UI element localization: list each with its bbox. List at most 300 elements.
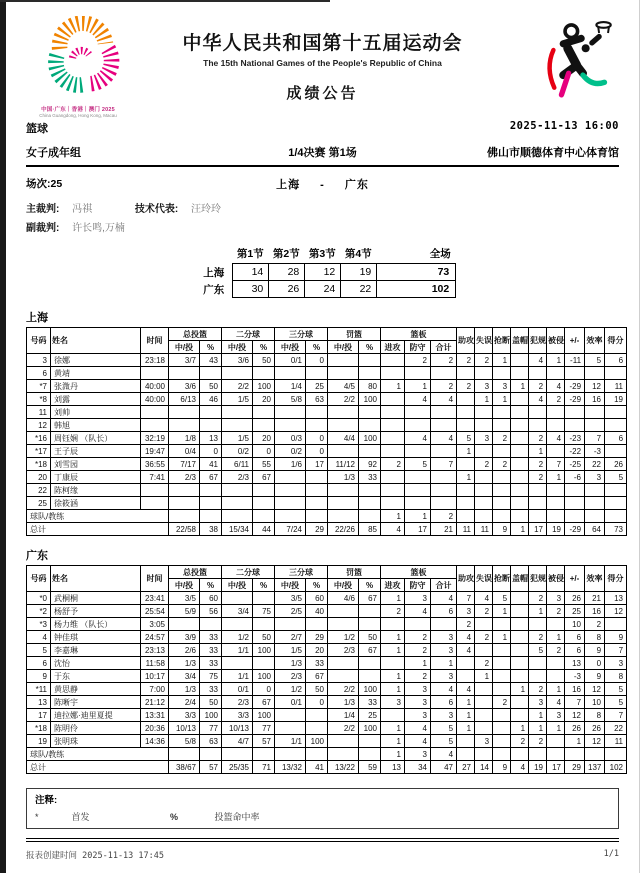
stat-cell: 0/1 bbox=[222, 683, 253, 696]
report-created: 报表创建时间 2025-11-13 17:45 bbox=[26, 851, 164, 861]
stat-cell: 33 bbox=[359, 696, 381, 709]
table-row bbox=[27, 367, 627, 380]
stat-cell bbox=[328, 618, 359, 631]
stat-cell bbox=[306, 497, 328, 510]
officials-line-2 bbox=[26, 219, 619, 238]
stat-cell bbox=[493, 419, 511, 432]
stat-cell bbox=[511, 432, 529, 445]
stat-cell: 46 bbox=[200, 393, 222, 406]
stat-cell: 21 bbox=[431, 523, 457, 536]
stat-cell bbox=[475, 510, 493, 523]
total-score-cell: 73 bbox=[377, 264, 456, 281]
stat-cell: 1 bbox=[405, 380, 431, 393]
stat-cell: 55 bbox=[253, 458, 275, 471]
stat-cell bbox=[253, 497, 275, 510]
stat-cell: -29 bbox=[565, 380, 585, 393]
stat-cell: 13 bbox=[381, 761, 405, 774]
stat-cell: 12 bbox=[585, 683, 605, 696]
stat-cell bbox=[457, 458, 475, 471]
stat-cell: 1 bbox=[381, 722, 405, 735]
stat-cell: 0/2 bbox=[222, 445, 253, 458]
stat-cell: 2 bbox=[475, 458, 493, 471]
stat-cell: 6/13 bbox=[169, 393, 200, 406]
col-pct: % bbox=[253, 341, 275, 354]
stat-cell: 36:55 bbox=[141, 458, 169, 471]
home-team: 上海 bbox=[276, 179, 301, 191]
stat-cell: 9 bbox=[605, 631, 627, 644]
stat-cell: 1 bbox=[381, 644, 405, 657]
stat-cell: 1 bbox=[511, 523, 529, 536]
stat-cell: 6 bbox=[565, 644, 585, 657]
stat-cell bbox=[381, 657, 405, 670]
table-row bbox=[27, 523, 627, 536]
stat-cell: 2 bbox=[475, 605, 493, 618]
national-games-emblem-icon bbox=[32, 16, 124, 102]
stat-cell bbox=[222, 419, 253, 432]
stat-cell bbox=[605, 510, 627, 523]
table-row bbox=[27, 696, 627, 709]
stat-cell: *18 bbox=[27, 458, 51, 471]
stat-cell bbox=[585, 406, 605, 419]
stat-cell: 1 bbox=[457, 722, 475, 735]
stat-cell bbox=[511, 657, 529, 670]
stat-cell bbox=[222, 657, 253, 670]
stat-cell: 5 bbox=[27, 644, 51, 657]
stat-cell bbox=[141, 497, 169, 510]
stat-cell: 2/4 bbox=[169, 696, 200, 709]
stat-cell: 2/3 bbox=[222, 471, 253, 484]
stat-cell bbox=[431, 618, 457, 631]
stat-cell bbox=[169, 367, 200, 380]
stat-cell: *11 bbox=[27, 683, 51, 696]
officials-line-1 bbox=[26, 200, 619, 219]
stat-cell: 100 bbox=[253, 644, 275, 657]
stat-cell: 20 bbox=[27, 471, 51, 484]
stat-cell: 7 bbox=[431, 458, 457, 471]
stat-cell: 1 bbox=[431, 657, 457, 670]
stat-cell bbox=[328, 748, 359, 761]
shanghai-summary-rows bbox=[27, 510, 627, 536]
stat-cell bbox=[328, 367, 359, 380]
stat-cell bbox=[457, 510, 475, 523]
stat-cell: 25/35 bbox=[222, 761, 253, 774]
stat-cell: 1 bbox=[493, 631, 511, 644]
stat-cell: 41 bbox=[200, 458, 222, 471]
stat-cell: 17 bbox=[405, 523, 431, 536]
col-dreb: 防守 bbox=[405, 579, 431, 592]
stat-cell bbox=[222, 748, 253, 761]
stat-cell bbox=[511, 497, 529, 510]
stat-cell: 100 bbox=[200, 709, 222, 722]
stat-cell: 2 bbox=[529, 458, 547, 471]
stat-cell bbox=[381, 367, 405, 380]
stat-cell: 60 bbox=[306, 592, 328, 605]
scan-edge-top bbox=[0, 0, 330, 2]
stat-cell: 刘露 bbox=[51, 393, 141, 406]
stat-cell: 1 bbox=[547, 354, 565, 367]
col-ft: 罚篮 bbox=[328, 328, 381, 341]
stat-cell: 4 bbox=[547, 696, 565, 709]
stat-cell: 23:18 bbox=[141, 354, 169, 367]
stat-cell: 5 bbox=[457, 432, 475, 445]
stat-cell: 1/2 bbox=[222, 631, 253, 644]
stat-cell: 20 bbox=[306, 644, 328, 657]
stat-cell: 5 bbox=[605, 471, 627, 484]
stat-cell bbox=[275, 419, 306, 432]
score-cell: 12 bbox=[305, 264, 341, 281]
umpires-label: 副裁判: bbox=[26, 223, 60, 234]
quarter-header-row bbox=[189, 246, 456, 264]
stat-cell: 球队/教练 bbox=[27, 748, 169, 761]
stat-cell: 63 bbox=[200, 735, 222, 748]
q2-header: 第2节 bbox=[272, 248, 300, 260]
group-label: 女子成年组 bbox=[26, 147, 81, 159]
stat-cell bbox=[457, 670, 475, 683]
col-fg: 总投篮 bbox=[169, 566, 222, 579]
stat-cell: 2/2 bbox=[328, 683, 359, 696]
stat-cell: 50 bbox=[253, 631, 275, 644]
stat-cell: 100 bbox=[359, 683, 381, 696]
stat-cell bbox=[141, 367, 169, 380]
stat-cell: 4 bbox=[457, 644, 475, 657]
stat-cell bbox=[306, 618, 328, 631]
quarter-score-table bbox=[189, 246, 457, 298]
score-cell: 22 bbox=[341, 281, 377, 298]
stat-cell: 1 bbox=[381, 670, 405, 683]
stat-cell: 2 bbox=[457, 380, 475, 393]
stat-cell: 4 bbox=[431, 393, 457, 406]
stat-cell bbox=[222, 510, 253, 523]
table-row bbox=[27, 618, 627, 631]
stat-cell bbox=[547, 406, 565, 419]
stat-cell bbox=[605, 748, 627, 761]
table-row bbox=[27, 484, 627, 497]
stat-cell bbox=[359, 419, 381, 432]
col-pct: % bbox=[306, 579, 328, 592]
stat-cell: 2 bbox=[529, 380, 547, 393]
stat-cell: 0/1 bbox=[275, 354, 306, 367]
score-cell: 19 bbox=[341, 264, 377, 281]
stat-cell: 1 bbox=[405, 510, 431, 523]
stat-cell bbox=[306, 367, 328, 380]
stat-cell bbox=[275, 748, 306, 761]
stat-cell: *8 bbox=[27, 393, 51, 406]
stat-cell: 25 bbox=[306, 380, 328, 393]
stat-cell: 6 bbox=[431, 605, 457, 618]
stat-cell: 4 bbox=[475, 592, 493, 605]
stat-cell: 2 bbox=[431, 380, 457, 393]
stat-cell: 29 bbox=[306, 523, 328, 536]
stat-cell: 4 bbox=[457, 683, 475, 696]
stat-cell: -29 bbox=[565, 393, 585, 406]
col-pts: 得分 bbox=[605, 566, 627, 592]
notes-label: 注释: bbox=[35, 795, 58, 806]
stat-cell bbox=[169, 618, 200, 631]
stat-cell: 1 bbox=[475, 393, 493, 406]
stat-cell bbox=[493, 644, 511, 657]
starter-symbol: * bbox=[35, 812, 39, 822]
stat-cell: 武桐桐 bbox=[51, 592, 141, 605]
stat-cell: 21 bbox=[585, 592, 605, 605]
stat-cell: 4/4 bbox=[328, 432, 359, 445]
stat-cell: 9 bbox=[27, 670, 51, 683]
stat-cell: 13/22 bbox=[328, 761, 359, 774]
stat-cell bbox=[457, 497, 475, 510]
stat-cell bbox=[565, 419, 585, 432]
footer-divider bbox=[26, 838, 619, 842]
stat-cell bbox=[493, 683, 511, 696]
stat-cell bbox=[565, 484, 585, 497]
stat-cell: 3/3 bbox=[222, 709, 253, 722]
stat-cell bbox=[457, 657, 475, 670]
stat-cell: 27 bbox=[457, 761, 475, 774]
stat-cell: 102 bbox=[605, 761, 627, 774]
stat-cell: 2/3 bbox=[275, 670, 306, 683]
stat-cell bbox=[565, 367, 585, 380]
stat-cell: 56 bbox=[200, 605, 222, 618]
stat-cell bbox=[328, 657, 359, 670]
stat-cell: 47 bbox=[431, 761, 457, 774]
stat-cell: 23:13 bbox=[141, 644, 169, 657]
stat-cell: 77 bbox=[200, 722, 222, 735]
stat-cell: 25:54 bbox=[141, 605, 169, 618]
stat-cell bbox=[359, 605, 381, 618]
stat-cell: 7:41 bbox=[141, 471, 169, 484]
stat-cell: 0 bbox=[306, 432, 328, 445]
stat-cell: 1/2 bbox=[328, 631, 359, 644]
stat-cell: 4/5 bbox=[328, 380, 359, 393]
stat-cell bbox=[547, 367, 565, 380]
stat-cell: 33 bbox=[306, 657, 328, 670]
stat-cell: 23:41 bbox=[141, 592, 169, 605]
stat-cell: 黄思静 bbox=[51, 683, 141, 696]
stat-cell: 3 bbox=[405, 592, 431, 605]
col-fd: 被侵 bbox=[547, 566, 565, 592]
col-eff: 效率 bbox=[585, 566, 605, 592]
stat-cell: 13 bbox=[27, 696, 51, 709]
stat-cell bbox=[511, 484, 529, 497]
stat-cell: 张溦丹 bbox=[51, 380, 141, 393]
stat-cell: 4 bbox=[27, 631, 51, 644]
stat-cell bbox=[475, 709, 493, 722]
stat-cell bbox=[222, 367, 253, 380]
stat-cell bbox=[457, 484, 475, 497]
notes-box bbox=[26, 788, 619, 829]
stat-cell: 13 bbox=[565, 657, 585, 670]
stat-cell bbox=[475, 484, 493, 497]
stat-cell bbox=[529, 484, 547, 497]
stat-cell: 4 bbox=[529, 393, 547, 406]
stat-cell bbox=[475, 683, 493, 696]
stat-cell bbox=[511, 592, 529, 605]
stat-cell: 4/7 bbox=[222, 735, 253, 748]
stat-cell: 10 bbox=[565, 618, 585, 631]
stat-cell bbox=[359, 354, 381, 367]
stat-cell: 75 bbox=[200, 670, 222, 683]
stat-cell bbox=[306, 748, 328, 761]
stat-cell: 1/5 bbox=[222, 432, 253, 445]
col-stl: 抢断 bbox=[493, 328, 511, 354]
col-ast: 助攻 bbox=[457, 328, 475, 354]
stat-cell: 刘帅 bbox=[51, 406, 141, 419]
table-row bbox=[27, 419, 627, 432]
stat-cell: 67 bbox=[253, 471, 275, 484]
table-row bbox=[27, 761, 627, 774]
stat-cell: -29 bbox=[565, 523, 585, 536]
table-row bbox=[27, 735, 627, 748]
stat-cell bbox=[169, 484, 200, 497]
col-made-att: 中/投 bbox=[328, 341, 359, 354]
stat-cell: 5 bbox=[405, 458, 431, 471]
stat-cell bbox=[475, 471, 493, 484]
stat-cell bbox=[605, 406, 627, 419]
sport-label: 篮球 bbox=[26, 123, 48, 135]
stat-cell: 5 bbox=[431, 735, 457, 748]
stat-cell: 7 bbox=[585, 432, 605, 445]
stat-cell bbox=[405, 406, 431, 419]
col-blk: 盖帽 bbox=[511, 566, 529, 592]
stat-cell bbox=[405, 484, 431, 497]
stat-cell: 4 bbox=[431, 683, 457, 696]
stat-cell: 2/3 bbox=[222, 696, 253, 709]
stat-cell: 7/17 bbox=[169, 458, 200, 471]
stat-cell bbox=[169, 419, 200, 432]
stat-cell: 1 bbox=[381, 748, 405, 761]
stat-cell: 2/3 bbox=[169, 471, 200, 484]
stat-cell: 1 bbox=[547, 471, 565, 484]
stat-cell: 16 bbox=[585, 393, 605, 406]
stat-cell: 5 bbox=[605, 683, 627, 696]
stat-cell bbox=[493, 406, 511, 419]
stat-cell bbox=[169, 406, 200, 419]
stat-cell: 2 bbox=[529, 631, 547, 644]
stat-cell: 1/5 bbox=[275, 644, 306, 657]
stat-cell bbox=[169, 748, 200, 761]
stat-cell bbox=[200, 497, 222, 510]
stat-cell: 92 bbox=[359, 458, 381, 471]
stat-cell: 7:00 bbox=[141, 683, 169, 696]
stat-cell: 杨力维 （队长） bbox=[51, 618, 141, 631]
stat-cell: 59 bbox=[359, 761, 381, 774]
scan-edge bbox=[0, 0, 6, 873]
match-row bbox=[26, 176, 619, 192]
stat-cell bbox=[222, 484, 253, 497]
stat-cell bbox=[381, 618, 405, 631]
col-treb: 合计 bbox=[431, 579, 457, 592]
col-fg: 总投篮 bbox=[169, 328, 222, 341]
stat-cell bbox=[431, 471, 457, 484]
stat-cell: 29 bbox=[306, 631, 328, 644]
stat-cell: 33 bbox=[200, 631, 222, 644]
stat-cell bbox=[381, 709, 405, 722]
stat-cell bbox=[475, 367, 493, 380]
stat-cell bbox=[493, 748, 511, 761]
stat-cell: 沈怡 bbox=[51, 657, 141, 670]
stat-cell: 100 bbox=[359, 722, 381, 735]
stat-cell: 19 bbox=[529, 761, 547, 774]
matchup bbox=[217, 176, 427, 192]
stat-cell: 12 bbox=[27, 419, 51, 432]
stat-cell bbox=[275, 406, 306, 419]
stat-cell: 67 bbox=[359, 644, 381, 657]
stat-cell: 1/1 bbox=[275, 735, 306, 748]
stat-cell: 40 bbox=[306, 605, 328, 618]
stat-cell bbox=[359, 445, 381, 458]
stat-cell: 4/6 bbox=[328, 592, 359, 605]
col-made-att: 中/投 bbox=[275, 579, 306, 592]
stat-cell bbox=[328, 419, 359, 432]
stat-cell bbox=[547, 484, 565, 497]
stat-cell: 3/9 bbox=[169, 631, 200, 644]
stat-cell: 钟佳琪 bbox=[51, 631, 141, 644]
stat-cell: 11 bbox=[457, 523, 475, 536]
stat-cell bbox=[475, 696, 493, 709]
stats-table-header bbox=[27, 328, 627, 354]
stat-cell bbox=[381, 471, 405, 484]
tech-rep-label: 技术代表: bbox=[134, 204, 179, 215]
stat-cell: 徐娜 bbox=[51, 354, 141, 367]
col-time: 时间 bbox=[141, 328, 169, 354]
stat-cell: 17 bbox=[306, 458, 328, 471]
table-row bbox=[27, 471, 627, 484]
table-row bbox=[27, 592, 627, 605]
stat-cell: 3 bbox=[431, 709, 457, 722]
stat-cell: 19 bbox=[27, 735, 51, 748]
stat-cell: 总计 bbox=[27, 761, 169, 774]
page-number: 1/1 bbox=[603, 849, 619, 859]
stat-cell bbox=[529, 419, 547, 432]
stat-cell: 2/2 bbox=[328, 722, 359, 735]
stat-cell: 6/11 bbox=[222, 458, 253, 471]
stat-cell: *2 bbox=[27, 605, 51, 618]
stat-cell: 3/6 bbox=[222, 354, 253, 367]
stat-cell: 50 bbox=[200, 380, 222, 393]
stat-cell: 21:12 bbox=[141, 696, 169, 709]
stat-cell bbox=[359, 367, 381, 380]
stat-cell: 5 bbox=[585, 354, 605, 367]
stat-cell bbox=[511, 644, 529, 657]
stat-cell: 2 bbox=[493, 696, 511, 709]
stat-cell: 1 bbox=[547, 722, 565, 735]
stat-cell: 1 bbox=[565, 735, 585, 748]
score-cell: 30 bbox=[233, 281, 269, 298]
stat-cell: 10 bbox=[585, 696, 605, 709]
stat-cell: 20:36 bbox=[141, 722, 169, 735]
stat-cell: 2 bbox=[529, 592, 547, 605]
home-team-name: 上海 bbox=[203, 266, 225, 279]
pct-symbol: % bbox=[170, 812, 179, 822]
stat-cell: 3 bbox=[381, 696, 405, 709]
stat-cell: 1 bbox=[493, 393, 511, 406]
stat-cell: -22 bbox=[565, 445, 585, 458]
stat-cell bbox=[605, 419, 627, 432]
venue-label: 佛山市顺德体育中心体育馆 bbox=[487, 147, 619, 159]
stat-cell bbox=[457, 393, 475, 406]
stat-cell: 周钰娴 （队长） bbox=[51, 432, 141, 445]
stat-cell bbox=[359, 670, 381, 683]
stat-cell: 29 bbox=[565, 761, 585, 774]
stat-cell: 75 bbox=[253, 605, 275, 618]
spacer bbox=[428, 176, 619, 192]
stat-cell bbox=[547, 748, 565, 761]
stat-cell: 16 bbox=[565, 683, 585, 696]
stat-cell: 2 bbox=[585, 618, 605, 631]
stat-cell bbox=[511, 458, 529, 471]
umpires-names: 许长鸣,万楠 bbox=[72, 223, 125, 234]
stat-cell bbox=[511, 419, 529, 432]
stat-cell bbox=[511, 445, 529, 458]
stat-cell: 10/13 bbox=[169, 722, 200, 735]
